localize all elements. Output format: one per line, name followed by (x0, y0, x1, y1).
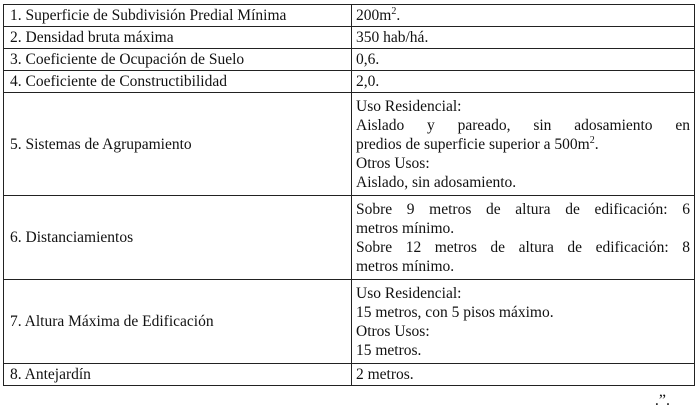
row-value: 2 metros. (352, 364, 695, 386)
row-value: 0,6. (352, 49, 695, 71)
value-suffix: . (594, 135, 599, 153)
value-line: metros mínimo. (356, 219, 455, 237)
row-value (352, 196, 695, 280)
table-row (4, 49, 695, 71)
row-label: 4. Coeficiente de Constructibilidad (4, 71, 352, 93)
value-line: Sobre 12 metros de altura de edificación: 8 (356, 238, 690, 256)
row-label: 7. Altura Máxima de Edificación (4, 280, 352, 364)
row-label: 3. Coeficiente de Ocupación de Suelo (4, 49, 352, 71)
value-text: 200m (356, 7, 392, 24)
value-line: metros mínimo. (356, 257, 455, 275)
row-label: 2. Densidad bruta máxima (4, 27, 352, 49)
closing-quote-mark: .”. (654, 392, 670, 409)
value-line: Sobre 9 metros de altura de edificación: 6 (356, 200, 690, 218)
value-line: Aislado y pareado, sin adosamiento en (356, 116, 690, 134)
row-value: 350 hab/há. (352, 27, 695, 49)
row-label: 1. Superficie de Subdivisión Predial Mínima (4, 5, 352, 27)
value-line: 15 metros, con 5 pisos máximo. (356, 303, 554, 321)
row-label: 6. Distanciamientos (4, 196, 352, 280)
row-value: 2,0. (352, 71, 695, 93)
row-label: 8. Antejardín (4, 364, 352, 386)
row-value (352, 93, 695, 196)
table-row (4, 93, 695, 196)
value-line: 15 metros. (356, 341, 422, 359)
value-line: Otros Usos: (356, 322, 430, 340)
row-value (352, 280, 695, 364)
superscript: 2 (589, 134, 595, 146)
row-label: 5. Sistemas de Agrupamiento (4, 93, 352, 196)
row-value (352, 5, 695, 27)
value-line (356, 135, 690, 154)
value-line: Otros Usos: (356, 154, 430, 172)
urban-parameters-table (3, 4, 695, 386)
value-suffix: . (396, 7, 401, 24)
table-row (4, 5, 695, 27)
table-row (4, 196, 695, 280)
value-line: Uso Residencial: (356, 97, 462, 115)
value-line: Aislado, sin adosamiento. (356, 173, 517, 191)
table-row (4, 364, 695, 386)
value-line: Uso Residencial: (356, 284, 462, 302)
value-line-text: predios de superficie superior a 500m (356, 135, 590, 153)
table-row (4, 71, 695, 93)
superscript: 2 (391, 6, 397, 17)
table-row (4, 280, 695, 364)
table-row (4, 27, 695, 49)
